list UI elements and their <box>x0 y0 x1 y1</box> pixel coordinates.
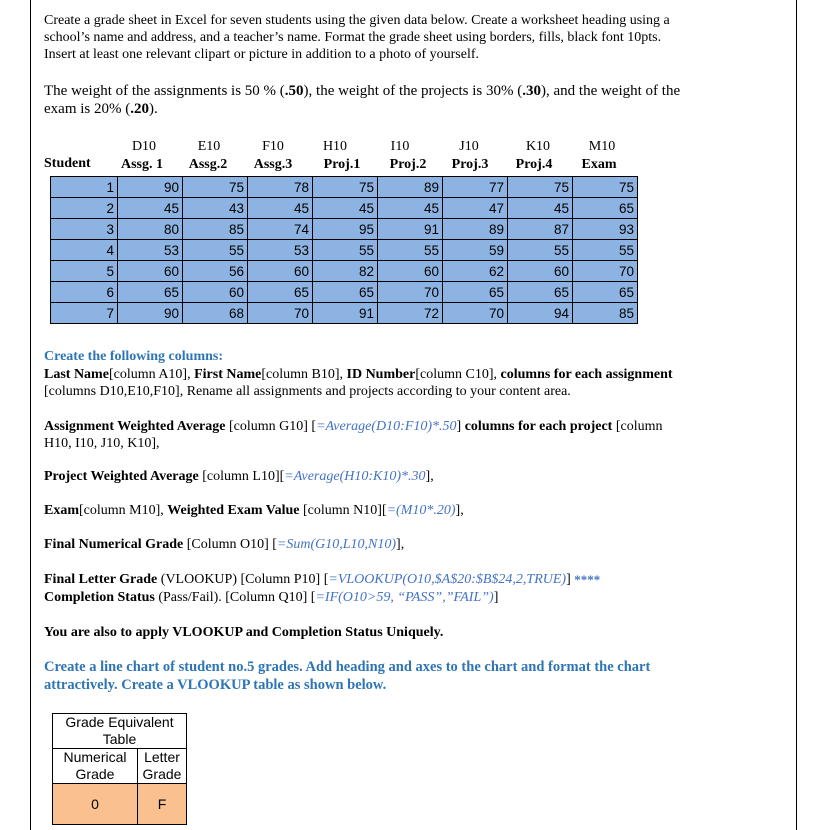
col-ref: I10 <box>390 139 410 154</box>
col-name: Assg.3 <box>253 157 293 172</box>
table-row <box>51 219 638 240</box>
grade-cell: 70 <box>378 282 443 303</box>
col-ref: D10 <box>131 139 157 154</box>
student-id-cell: 2 <box>51 198 118 219</box>
grade-cell: 90 <box>118 303 183 324</box>
grade-cell: 53 <box>118 240 183 261</box>
grade-cell: 45 <box>378 198 443 219</box>
grade-cell: 65 <box>573 282 638 303</box>
grade-cell: 70 <box>443 303 508 324</box>
project-weighted-average: Project Weighted Average [column L10][=Average(H10:K10)*.30], <box>44 469 434 484</box>
grade-cell: 62 <box>443 261 508 282</box>
grade-cell: 65 <box>248 282 313 303</box>
final-letter-grade: Final Letter Grade (VLOOKUP) [Column P10] [=VLOOKUP(O10,$A$20:$B$24,2,TRUE)] **** <box>44 572 601 587</box>
grade-cell: 91 <box>313 303 378 324</box>
col-name: Proj.4 <box>515 157 553 172</box>
student-id-cell: 6 <box>51 282 118 303</box>
student-id-cell: 7 <box>51 303 118 324</box>
intro-paragraph: Create a grade sheet in Excel for seven students using the given data below. Create a worksheet heading using a school’s name and address, and a teacher’s name. Format the grade sheet using borders, fills, black font 10pts. Insert at least one relevant clipart or picture in addition to a photo of yourself. <box>44 13 670 62</box>
grade-cell: 65 <box>443 282 508 303</box>
grade-cell: 70 <box>573 261 638 282</box>
grade-cell: 45 <box>508 198 573 219</box>
equiv-title: Grade Equivalent Table <box>53 714 187 749</box>
grade-equivalent-table <box>52 713 187 825</box>
grade-cell: 55 <box>378 240 443 261</box>
col-name: Assg.2 <box>188 157 228 172</box>
equiv-header-numerical: Numerical Grade <box>53 749 138 784</box>
col-ref: F10 <box>262 139 284 154</box>
col-ref: E10 <box>197 139 221 154</box>
grade-cell: 60 <box>508 261 573 282</box>
grade-cell: 75 <box>573 177 638 198</box>
equiv-cell-numerical: 0 <box>53 784 138 825</box>
equiv-cell-letter: F <box>138 784 187 825</box>
grade-cell: 60 <box>118 261 183 282</box>
grade-cell: 55 <box>573 240 638 261</box>
table-row <box>51 282 638 303</box>
exam-columns: Exam[column M10], Weighted Exam Value [column N10][=(M10*.20)], <box>44 503 464 518</box>
chart-instruction: Create a line chart of student no.5 grades. Add heading and axes to the chart and format the chart attractively. Create a VLOOKUP table as shown below. <box>44 659 651 693</box>
col-ref: M10 <box>588 139 616 154</box>
grade-cell: 75 <box>313 177 378 198</box>
col-ref: K10 <box>525 139 551 154</box>
table-row <box>51 177 638 198</box>
grade-cell: 93 <box>573 219 638 240</box>
table-row <box>51 261 638 282</box>
weights-paragraph: The weight of the assignments is 50 % (.50), the weight of the projects is 30% (.30), and the weight of the exam is 20% (.20). <box>44 83 681 117</box>
grade-table <box>50 176 638 324</box>
grade-cell: 75 <box>508 177 573 198</box>
grade-cell: 70 <box>248 303 313 324</box>
col-name: Exam <box>581 157 617 172</box>
col-name: Proj.3 <box>451 157 489 172</box>
grade-cell: 45 <box>248 198 313 219</box>
grade-cell: 95 <box>313 219 378 240</box>
grade-cell: 74 <box>248 219 313 240</box>
grade-cell: 68 <box>183 303 248 324</box>
columns-heading: Create the following columns: <box>44 349 223 364</box>
final-numerical-grade: Final Numerical Grade [Column O10] [=Sum(G10,L10,N10)], <box>44 537 405 552</box>
apply-note: You are also to apply VLOOKUP and Completion Status Uniquely. <box>44 625 444 640</box>
col-name: Proj.1 <box>323 157 361 172</box>
grade-cell: 60 <box>183 282 248 303</box>
assignment-weighted-average: Assignment Weighted Average [column G10] [=Average(D10:F10)*.50] columns for each project [column H10, I10, J10, K10], <box>44 419 663 451</box>
student-label: Student <box>44 156 91 171</box>
grade-cell: 53 <box>248 240 313 261</box>
col-name: Proj.2 <box>389 157 427 172</box>
grade-cell: 91 <box>378 219 443 240</box>
grade-cell: 82 <box>313 261 378 282</box>
grade-cell: 77 <box>443 177 508 198</box>
grade-cell: 65 <box>508 282 573 303</box>
grade-cell: 90 <box>118 177 183 198</box>
student-id-cell: 1 <box>51 177 118 198</box>
student-id-cell: 5 <box>51 261 118 282</box>
grade-cell: 47 <box>443 198 508 219</box>
grade-cell: 94 <box>508 303 573 324</box>
grade-cell: 65 <box>118 282 183 303</box>
col-ref: J10 <box>459 139 479 154</box>
grade-cell: 75 <box>183 177 248 198</box>
grade-cell: 87 <box>508 219 573 240</box>
grade-cell: 45 <box>313 198 378 219</box>
table-row <box>51 240 638 261</box>
equiv-header-letter: Letter Grade <box>138 749 187 784</box>
completion-status: Completion Status (Pass/Fail). [Column Q10] [=IF(O10>59, “PASS”,”FAIL”)] <box>44 590 499 605</box>
grade-cell: 60 <box>248 261 313 282</box>
table-row <box>51 303 638 324</box>
grade-cell: 65 <box>313 282 378 303</box>
grade-cell: 45 <box>118 198 183 219</box>
grade-cell: 43 <box>183 198 248 219</box>
student-id-cell: 4 <box>51 240 118 261</box>
grade-cell: 78 <box>248 177 313 198</box>
grade-cell: 89 <box>443 219 508 240</box>
grade-cell: 55 <box>183 240 248 261</box>
col-ref: H10 <box>322 139 348 154</box>
grade-cell: 80 <box>118 219 183 240</box>
columns-line-1: Last Name[column A10], First Name[column B10], ID Number[column C10], columns for each assignment [columns D10,E10,F10], Rename all assignments and projects according to your content area. <box>44 367 673 399</box>
grade-cell: 55 <box>313 240 378 261</box>
grade-cell: 59 <box>443 240 508 261</box>
grade-cell: 65 <box>573 198 638 219</box>
grade-cell: 55 <box>508 240 573 261</box>
grade-cell: 60 <box>378 261 443 282</box>
page-border <box>30 0 797 830</box>
grade-cell: 89 <box>378 177 443 198</box>
col-name: Assg. 1 <box>120 157 163 172</box>
grade-cell: 72 <box>378 303 443 324</box>
student-id-cell: 3 <box>51 219 118 240</box>
grade-cell: 56 <box>183 261 248 282</box>
grade-cell: 85 <box>183 219 248 240</box>
grade-cell: 85 <box>573 303 638 324</box>
table-row <box>51 198 638 219</box>
